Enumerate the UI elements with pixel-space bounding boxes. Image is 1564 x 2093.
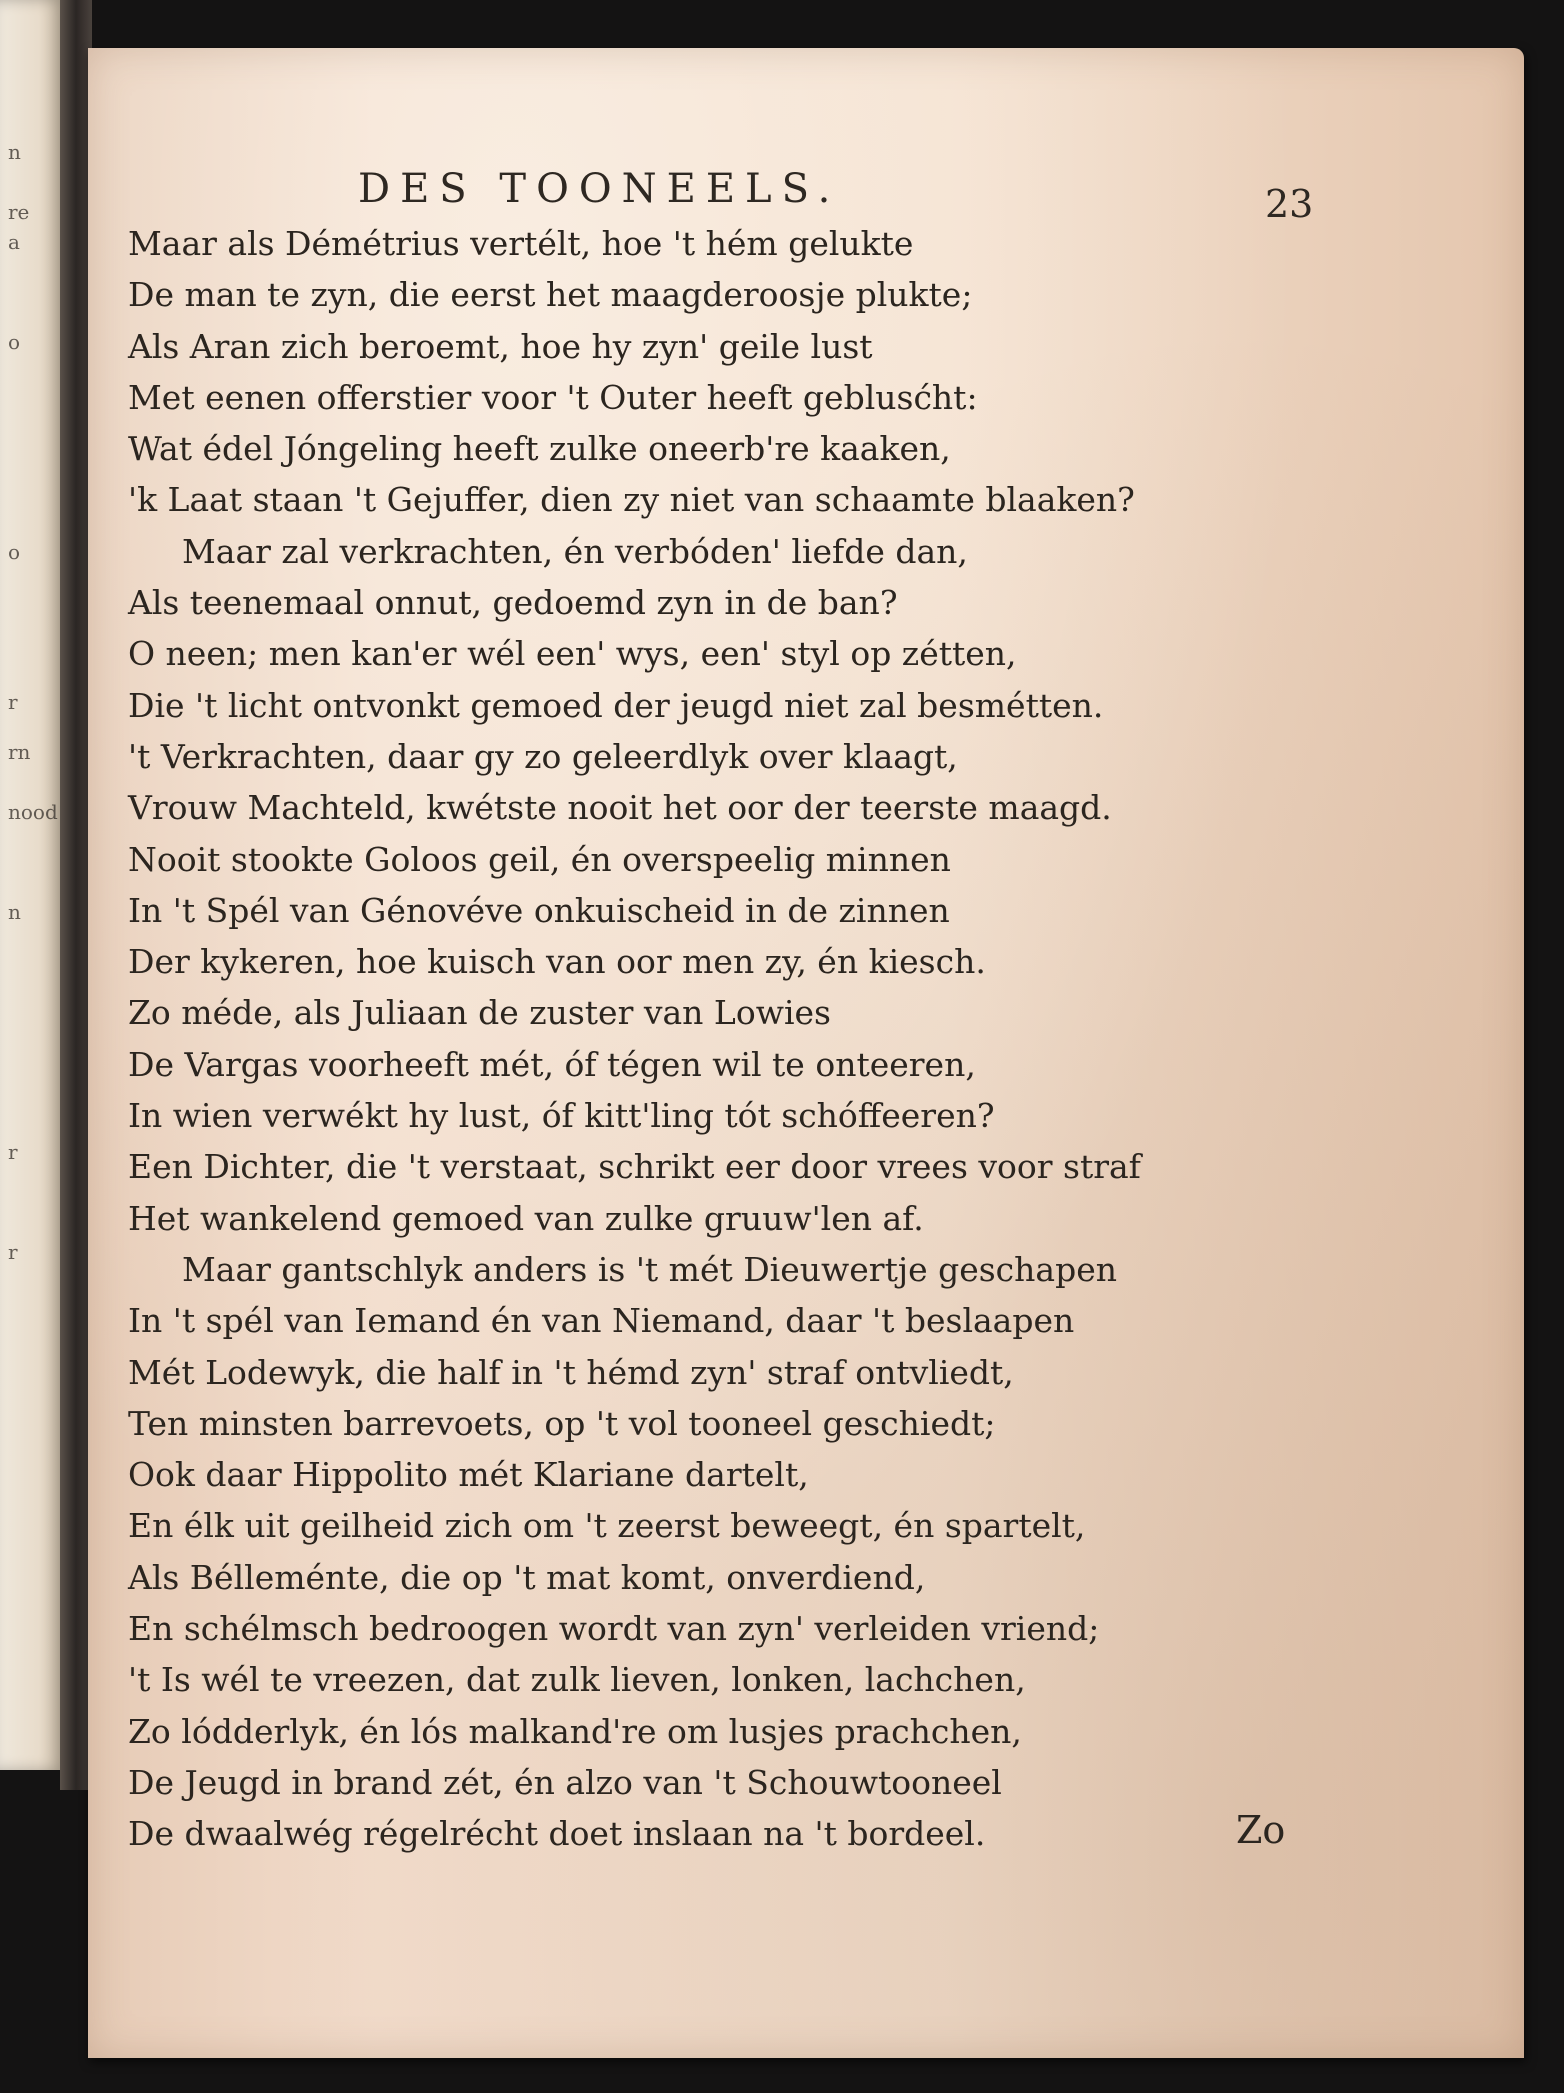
verse-line: En élk uit geilheid zich om 't zeerst beweegt, én spartelt,: [128, 1506, 1086, 1546]
left-facing-page: [0, 0, 64, 1770]
margin-fragment: o: [8, 540, 21, 564]
verse-line: Ook daar Hippolito mét Klariane dartelt,: [128, 1455, 809, 1495]
verse-line: En schélmsch bedroogen wordt van zyn' verleiden vriend;: [128, 1609, 1100, 1649]
page-number: 23: [1265, 182, 1314, 226]
verse-line: Maar als Démétrius vertélt, hoe 't hém gelukte: [128, 224, 914, 263]
margin-fragment: n: [8, 140, 21, 164]
verse-line: Nooit stookte Goloos geil, én overspeelig minnen: [128, 839, 951, 879]
verse-line: Zo méde, als Juliaan de zuster van Lowies: [128, 993, 831, 1033]
verse-line: De Vargas voorheeft mét, óf tégen wil te onteeren,: [128, 1044, 976, 1084]
margin-fragment: re: [8, 200, 30, 224]
verse-line: 'k Laat staan 't Gejuffer, dien zy niet van schaamte blaaken?: [128, 480, 1135, 520]
verse-line: Maar gantschlyk anders is 't mét Dieuwertje geschapen: [182, 1249, 1117, 1289]
margin-fragment: n: [8, 900, 21, 924]
verse-line: Als teenemaal onnut, gedoemd zyn in de ban?: [128, 583, 898, 623]
verse-text: [128, 218, 1248, 1860]
catchword: Zo: [1236, 1808, 1286, 1852]
running-head: DES TOONEELS.: [358, 166, 841, 212]
verse-line: Ten minsten barrevoets, op 't vol tooneel geschiedt;: [128, 1403, 996, 1443]
margin-fragment: r: [8, 1140, 18, 1164]
verse-line: Mét Lodewyk, die half in 't hémd zyn' straf ontvliedt,: [128, 1352, 1014, 1392]
verse-line: Het wankelend gemoed van zulke gruuw'len af.: [128, 1198, 924, 1238]
verse-line: Vrouw Machteld, kwétste nooit het oor der teerste maagd.: [128, 788, 1112, 828]
margin-fragment: r: [8, 1240, 18, 1264]
verse-line: 't Verkrachten, daar gy zo geleerdlyk over klaagt,: [128, 736, 958, 776]
verse-line: Een Dichter, die 't verstaat, schrikt eer door vrees voor straf: [128, 1147, 1141, 1187]
verse-line: In 't spél van Iemand én van Niemand, daar 't beslaapen: [128, 1301, 1075, 1341]
margin-fragment: nood: [8, 800, 58, 824]
verse-line: In wien verwékt hy lust, óf kitt'ling tót schóffeeren?: [128, 1096, 995, 1136]
verse-line: O neen; men kan'er wél een' wys, een' styl op zétten,: [128, 634, 1017, 674]
book-page: [88, 48, 1524, 2058]
verse-line: De man te zyn, die eerst het maagderoosje plukte;: [128, 275, 973, 315]
verse-line: Maar zal verkrachten, én verbóden' liefde dan,: [182, 531, 968, 571]
verse-line: Der kykeren, hoe kuisch van oor men zy, én kiesch.: [128, 942, 986, 982]
margin-fragment: a: [8, 230, 20, 254]
verse-line: 't Is wél te vreezen, dat zulk lieven, lonken, lachchen,: [128, 1660, 1026, 1700]
verse-line: De dwaalwég régelrécht doet inslaan na 't bordeel.: [128, 1814, 986, 1854]
verse-line: Als Bélleménte, die op 't mat komt, onverdiend,: [128, 1557, 926, 1597]
verse-line: Met eenen offerstier voor 't Outer heeft geblusćht:: [128, 377, 978, 417]
verse-line: Wat édel Jóngeling heeft zulke oneerb're kaaken,: [128, 429, 951, 469]
verse-line: Die 't licht ontvonkt gemoed der jeugd niet zal besmétten.: [128, 685, 1104, 725]
verse-line: Als Aran zich beroemt, hoe hy zyn' geile lust: [128, 326, 873, 366]
margin-fragment: rn: [8, 740, 31, 764]
margin-fragment: o: [8, 330, 21, 354]
verse-line: Zo lódderlyk, én lós malkand're om lusjes prachchen,: [128, 1711, 1022, 1751]
margin-fragment: r: [8, 690, 18, 714]
verse-line: In 't Spél van Génovéve onkuischeid in de zinnen: [128, 890, 950, 930]
verse-line: De Jeugd in brand zét, én alzo van 't Schouwtooneel: [128, 1762, 1002, 1802]
